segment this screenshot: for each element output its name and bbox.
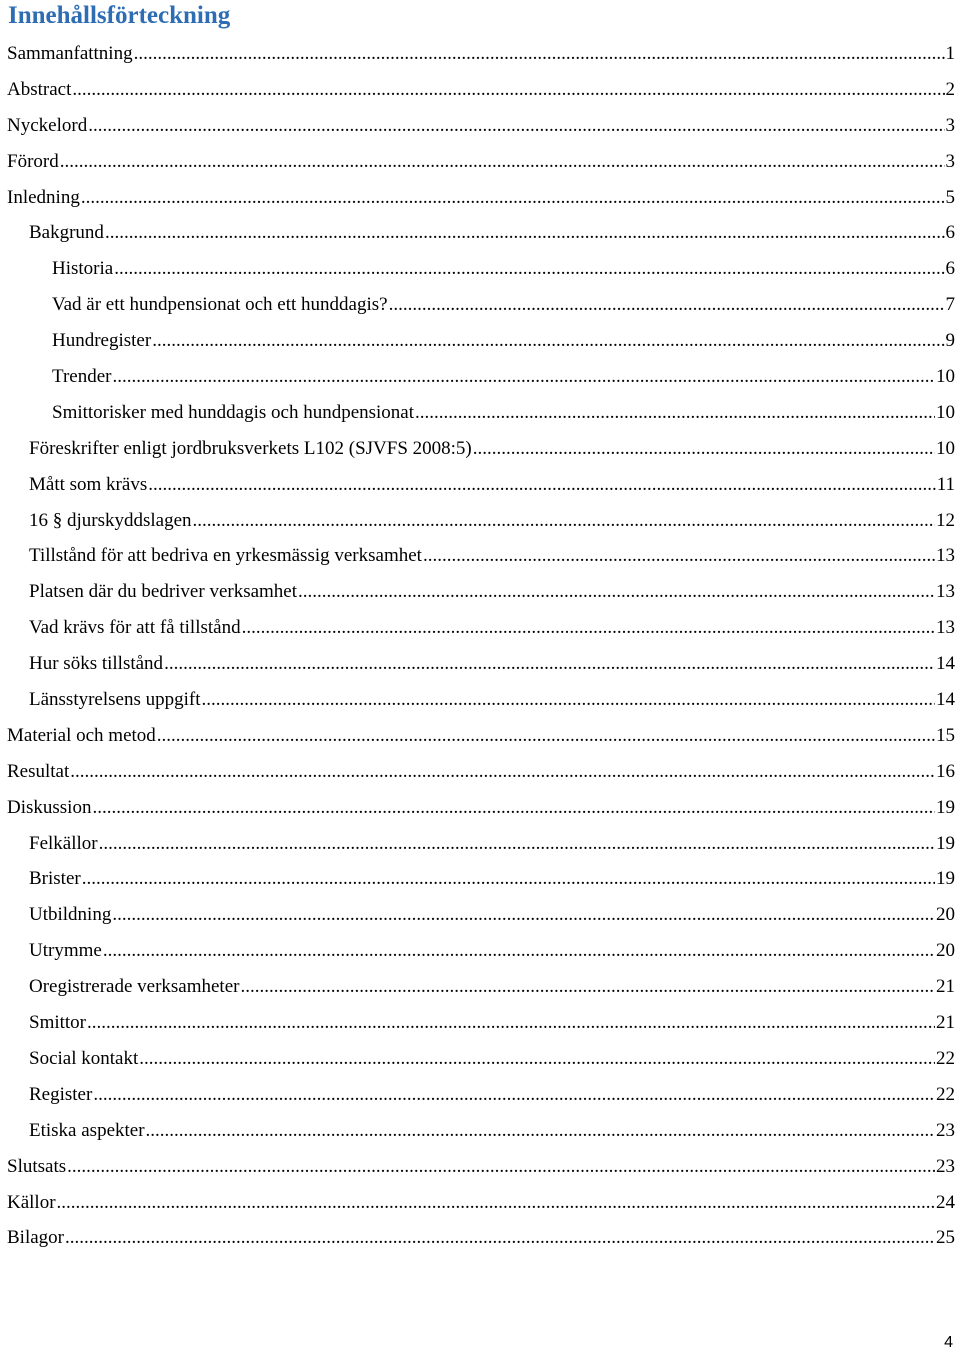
toc-entry[interactable] (0, 682, 960, 718)
toc-entry[interactable] (0, 718, 960, 754)
toc-entry-title: Social kontakt (29, 1047, 139, 1069)
toc-entry[interactable] (0, 1113, 960, 1149)
toc-entry-page-number: 19 (936, 796, 955, 818)
toc-entry-title: Etiska aspekter (29, 1119, 145, 1141)
toc-dot-leader (105, 215, 945, 251)
toc-dot-leader (112, 359, 935, 395)
toc-dot-leader (81, 180, 945, 216)
toc-entry-title: Sammanfattning (7, 43, 133, 64)
toc-dot-leader (114, 251, 944, 287)
toc-entry-page-number: 10 (936, 401, 955, 423)
toc-entry-title: Hundregister (52, 330, 152, 352)
toc-entry[interactable] (0, 1005, 960, 1041)
toc-entry[interactable] (0, 897, 960, 933)
toc-entry-title: Utrymme (29, 940, 102, 962)
toc-entry-title: Resultat (7, 760, 70, 782)
toc-entry[interactable] (0, 646, 960, 682)
toc-dot-leader (152, 323, 944, 359)
toc-dot-leader (473, 431, 935, 467)
toc-entry-page-number: 22 (936, 1083, 955, 1105)
toc-dot-leader (240, 969, 935, 1005)
toc-dot-leader (103, 933, 935, 969)
toc-entry-page-number: 3 (945, 150, 955, 172)
toc-dot-leader (99, 826, 935, 862)
toc-entry-page-number: 24 (936, 1191, 955, 1213)
table-of-contents (0, 36, 960, 1256)
toc-dot-leader (157, 718, 935, 754)
toc-entry-page-number: 9 (945, 330, 955, 352)
toc-dot-leader (134, 36, 945, 72)
toc-entry-title: 16 § djurskyddslagen (29, 509, 192, 531)
toc-entry-page-number: 5 (945, 186, 955, 208)
toc-entry-page-number: 6 (945, 258, 955, 280)
toc-entry-page-number: 14 (936, 689, 955, 711)
toc-entry-title: Felkällor (29, 832, 98, 854)
toc-entry[interactable] (0, 144, 960, 180)
toc-dot-leader (389, 287, 945, 323)
toc-entry-title: Föreskrifter enligt jordbruksverkets L102 (SJVFS 2008:5) (29, 437, 472, 459)
toc-entry-title: Material och metod (7, 724, 156, 746)
toc-entry[interactable] (0, 933, 960, 969)
toc-entry[interactable] (0, 754, 960, 790)
toc-entry-page-number: 1 (945, 43, 955, 64)
toc-entry[interactable] (0, 72, 960, 108)
toc-entry-title: Register (29, 1083, 93, 1105)
toc-entry-page-number: 25 (936, 1227, 955, 1249)
toc-dot-leader (93, 1077, 935, 1113)
toc-entry-page-number: 20 (936, 940, 955, 962)
toc-entry[interactable] (0, 359, 960, 395)
toc-entry-title: Platsen där du bedriver verksamhet (29, 581, 298, 603)
toc-entry-page-number: 16 (936, 760, 955, 782)
toc-dot-leader (57, 1185, 935, 1221)
toc-entry-title: Oregistrerade verksamheter (29, 976, 240, 998)
toc-dot-leader (92, 790, 935, 826)
toc-entry[interactable] (0, 1041, 960, 1077)
toc-dot-leader (82, 861, 935, 897)
toc-dot-leader (112, 897, 935, 933)
toc-entry-title: Inledning (7, 186, 80, 208)
toc-entry[interactable] (0, 610, 960, 646)
toc-entry[interactable] (0, 861, 960, 897)
toc-entry-page-number: 10 (936, 437, 955, 459)
toc-entry-title: Bilagor (7, 1227, 64, 1249)
toc-entry-title: Brister (29, 868, 81, 890)
toc-dot-leader (415, 395, 935, 431)
toc-entry[interactable] (0, 395, 960, 431)
toc-entry-page-number: 21 (936, 976, 955, 998)
toc-dot-leader (242, 610, 935, 646)
toc-entry[interactable] (0, 251, 960, 287)
toc-entry[interactable] (0, 1149, 960, 1185)
toc-entry[interactable] (0, 1220, 960, 1256)
toc-entry-page-number: 23 (936, 1119, 955, 1141)
toc-entry-title: Tillstånd för att bedriva en yrkesmässig verksamhet (29, 545, 422, 567)
toc-entry-title: Vad krävs för att få tillstånd (29, 617, 241, 639)
toc-entry-title: Bakgrund (29, 222, 104, 244)
toc-entry-title: Historia (52, 258, 114, 280)
toc-entry-page-number: 13 (936, 581, 955, 603)
toc-entry-page-number: 23 (936, 1155, 955, 1177)
toc-entry-page-number: 6 (945, 222, 955, 244)
toc-dot-leader (146, 1113, 935, 1149)
toc-entry-page-number: 13 (936, 545, 955, 567)
toc-entry-title: Utbildning (29, 904, 112, 926)
toc-entry-title: Nyckelord (7, 114, 88, 136)
toc-entry[interactable] (0, 1077, 960, 1113)
toc-entry-page-number: 10 (936, 366, 955, 388)
toc-dot-leader (164, 646, 935, 682)
toc-entry-title: Mått som krävs (29, 473, 148, 495)
toc-entry[interactable] (0, 503, 960, 539)
toc-heading: Innehållsförteckning (8, 2, 231, 29)
toc-entry[interactable] (0, 1185, 960, 1221)
toc-entry-page-number: 22 (936, 1047, 955, 1069)
toc-dot-leader (148, 467, 935, 503)
toc-entry[interactable] (0, 538, 960, 574)
toc-entry-page-number: 2 (945, 78, 955, 100)
toc-entry[interactable] (0, 574, 960, 610)
toc-entry-title: Källor (7, 1191, 56, 1213)
toc-dot-leader (193, 503, 935, 539)
toc-entry-page-number: 3 (945, 114, 955, 136)
toc-entry-title: Smittorisker med hunddagis och hundpensionat (52, 401, 415, 423)
toc-entry-title: Vad är ett hundpensionat och ett hunddagis? (52, 294, 388, 316)
toc-entry-page-number: 11 (936, 473, 955, 495)
toc-entry[interactable] (0, 36, 960, 72)
toc-entry-page-number: 21 (936, 1012, 955, 1034)
toc-entry-page-number: 15 (936, 724, 955, 746)
toc-entry[interactable] (0, 108, 960, 144)
toc-entry-title: Länsstyrelsens uppgift (29, 689, 201, 711)
toc-entry[interactable] (0, 431, 960, 467)
toc-dot-leader (72, 72, 944, 108)
toc-entry[interactable] (0, 790, 960, 826)
toc-entry[interactable] (0, 323, 960, 359)
toc-entry-page-number: 12 (936, 509, 955, 531)
toc-entry-page-number: 7 (945, 294, 955, 316)
toc-entry-page-number: 13 (936, 617, 955, 639)
toc-dot-leader (139, 1041, 935, 1077)
toc-entry-title: Trender (52, 366, 112, 388)
toc-entry-title: Hur söks tillstånd (29, 653, 164, 675)
toc-dot-leader (70, 754, 935, 790)
toc-dot-leader (67, 1149, 935, 1185)
toc-dot-leader (87, 1005, 935, 1041)
toc-entry[interactable] (0, 287, 960, 323)
toc-dot-leader (88, 108, 944, 144)
toc-entry-title: Smittor (29, 1012, 87, 1034)
toc-entry[interactable] (0, 180, 960, 216)
toc-entry[interactable] (0, 826, 960, 862)
toc-entry[interactable] (0, 467, 960, 503)
toc-dot-leader (60, 144, 945, 180)
toc-dot-leader (298, 574, 935, 610)
toc-entry-page-number: 20 (936, 904, 955, 926)
toc-entry[interactable] (0, 969, 960, 1005)
toc-entry-page-number: 19 (936, 832, 955, 854)
toc-entry-page-number: 19 (936, 868, 955, 890)
toc-entry-title: Slutsats (7, 1155, 67, 1177)
toc-dot-leader (202, 682, 935, 718)
toc-entry-title: Förord (7, 150, 59, 172)
toc-entry-page-number: 14 (936, 653, 955, 675)
toc-dot-leader (423, 538, 935, 574)
toc-dot-leader (65, 1220, 935, 1256)
toc-entry[interactable] (0, 215, 960, 251)
toc-entry-title: Diskussion (7, 796, 92, 818)
toc-entry-title: Abstract (7, 78, 72, 100)
page-number: 4 (944, 1334, 953, 1351)
